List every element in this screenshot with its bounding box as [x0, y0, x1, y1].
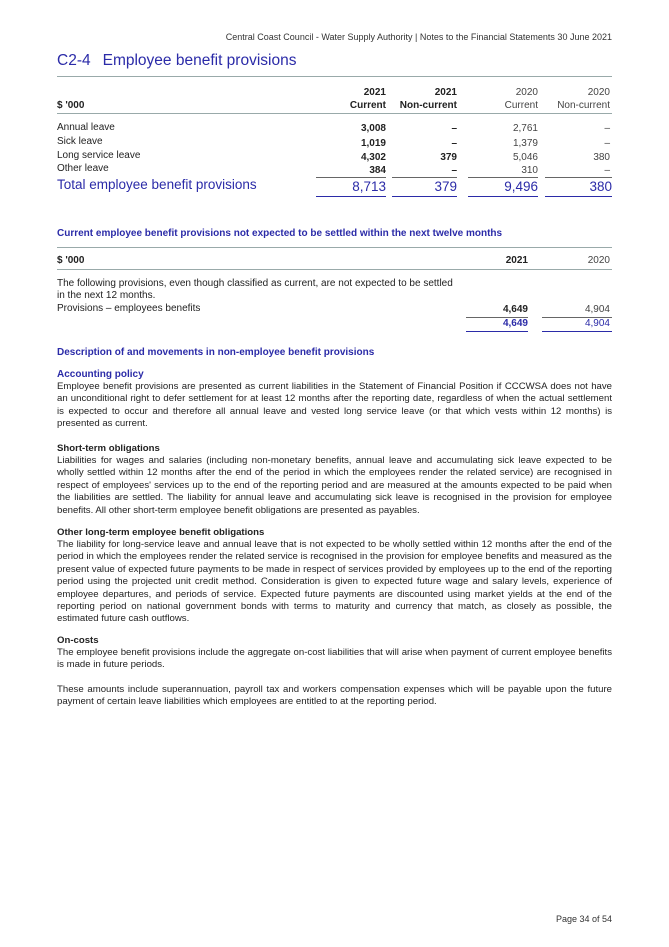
section2-col-2021: 2021 — [505, 255, 528, 266]
short-term-text: Liabilities for wages and salaries (including non-monetary benefits, annual leave and accumulating sick leave expected to be wholly settled within 12 months after the end of the period in which the employees render the related service) are recognised in respect of employees' services up to the end of the reporting period and are measured at the amounts expected to be paid when the liabilities are settled. The liability for annual leave and accumulating sick leave is recognised in the provision for employee benefits. All other short-term employee benefit obligations are presented as payables. — [57, 455, 612, 516]
row-label: Annual leave — [57, 122, 115, 133]
section2-total-2021: 4,649 — [502, 318, 528, 329]
section2-intro-line2: in the next 12 months. — [57, 290, 156, 301]
short-term-heading: Short-term obligations — [57, 443, 160, 454]
section2-rule-header — [57, 269, 612, 270]
cell-2020-current: 310 — [521, 165, 538, 176]
page-title — [57, 52, 296, 70]
page-header: Central Coast Council - Water Supply Authority | Notes to the Financial Statements 30 June 2021 — [225, 32, 612, 42]
note-number: C2-4 — [57, 52, 91, 69]
total-2021-current: 8,713 — [352, 179, 386, 194]
total-underline — [392, 196, 457, 197]
row-label: Long service leave — [57, 150, 141, 161]
total-label: Total employee benefit provisions — [57, 177, 257, 192]
cell-2021-current: 4,302 — [360, 152, 386, 163]
col-2020-noncurrent-year: 2020 — [587, 87, 610, 98]
subtotal-rule — [392, 177, 457, 178]
section2-total-underline — [466, 331, 528, 332]
section2-intro-line1: The following provisions, even though classified as current, are not expected to be settled — [57, 278, 453, 289]
col-2020-current-type: Current — [504, 100, 538, 111]
long-term-heading: Other long-term employee benefit obligations — [57, 527, 265, 538]
table1-header-rule — [57, 113, 612, 114]
section2-rule-top — [57, 247, 612, 248]
cell-2021-current: 1,019 — [360, 138, 386, 149]
col-2021-current-type: Current — [349, 100, 386, 111]
oncosts-heading: On-costs — [57, 635, 99, 646]
cell-2020-current: 1,379 — [512, 138, 538, 149]
accounting-policy-heading: Accounting policy — [57, 369, 144, 380]
oncosts-text-2: These amounts include superannuation, payroll tax and workers compensation expenses which will be payable upon the future payment of certain leave liabilities which employees are entitled to at the reporting period. — [57, 684, 612, 708]
cell-2021-noncurrent: – — [451, 123, 457, 134]
subtotal-rule — [545, 177, 612, 178]
cell-2020-noncurrent: – — [604, 165, 610, 176]
cell-2020-current: 5,046 — [512, 152, 538, 163]
total-underline — [545, 196, 612, 197]
section2-unit: $ '000 — [57, 255, 85, 266]
table1-unit: $ '000 — [57, 100, 85, 111]
cell-2021-current: 384 — [369, 165, 386, 176]
subtotal-rule — [468, 177, 538, 178]
col-2020-noncurrent-type: Non-current — [557, 100, 610, 111]
cell-2021-noncurrent: 379 — [440, 152, 457, 163]
cell-2021-current: 3,008 — [360, 123, 386, 134]
total-2021-noncurrent: 379 — [434, 179, 457, 194]
title-rule — [57, 76, 612, 77]
cell-2020-noncurrent: – — [604, 138, 610, 149]
section2-total-2020: 4,904 — [584, 318, 610, 329]
col-2021-current-year: 2021 — [363, 87, 386, 98]
total-underline — [316, 196, 386, 197]
total-underline — [468, 196, 538, 197]
total-2020-noncurrent: 380 — [589, 179, 612, 194]
col-2021-noncurrent-year: 2021 — [434, 87, 457, 98]
col-2020-current-year: 2020 — [515, 87, 538, 98]
long-term-text: The liability for long-service leave and annual leave that is not expected to be wholly settled within 12 months after the end of the period in which the employees render the related service is recognised in the provision for employee benefits and measured as the present value of expected future payments to be made in respect of services provided by employees up to the end of the reporting period using the projected unit credit method. Consideration is given to expected future wage and salary levels, experience of employee departures, and periods of service. Expected future payments are discounted using market yields at the end of the reporting period on national government bonds with terms to maturity and currency that match, as closely as possible, the estimated future cash outflows. — [57, 539, 612, 625]
section2-col-2020: 2020 — [587, 255, 610, 266]
cell-2020-noncurrent: 380 — [593, 152, 610, 163]
section3-heading: Description of and movements in non-employee benefit provisions — [57, 347, 375, 358]
row-2021: 4,649 — [502, 304, 528, 315]
row-label: Provisions – employees benefits — [57, 303, 201, 314]
row-label: Other leave — [57, 163, 109, 174]
col-2021-noncurrent-type: Non-current — [399, 100, 457, 111]
total-2020-current: 9,496 — [504, 179, 538, 194]
oncosts-text-1: The employee benefit provisions include the aggregate on-cost liabilities that will arise when payment of current employee benefits is made in future periods. — [57, 647, 612, 671]
cell-2020-current: 2,761 — [512, 123, 538, 134]
accounting-policy-text: Employee benefit provisions are presented as current liabilities in the Statement of Financial Position if CCCWSA does not have an unconditional right to defer settlement for at least 12 months after the reporting date, regardless of when the actual settlement is expected to occur and therefore all annual leave and vested long service leave (or that which vests within 12 months) is presented as current. — [57, 381, 612, 430]
cell-2021-noncurrent: – — [451, 138, 457, 149]
note-title: Employee benefit provisions — [102, 52, 297, 69]
section2-total-underline — [542, 331, 612, 332]
row-label: Sick leave — [57, 136, 103, 147]
page-number: Page 34 of 54 — [555, 914, 612, 924]
row-2020: 4,904 — [584, 304, 610, 315]
subtotal-rule — [316, 177, 386, 178]
section2-heading: Current employee benefit provisions not expected to be settled within the next twelve months — [57, 228, 503, 239]
cell-2021-noncurrent: – — [451, 165, 457, 176]
cell-2020-noncurrent: – — [604, 123, 610, 134]
